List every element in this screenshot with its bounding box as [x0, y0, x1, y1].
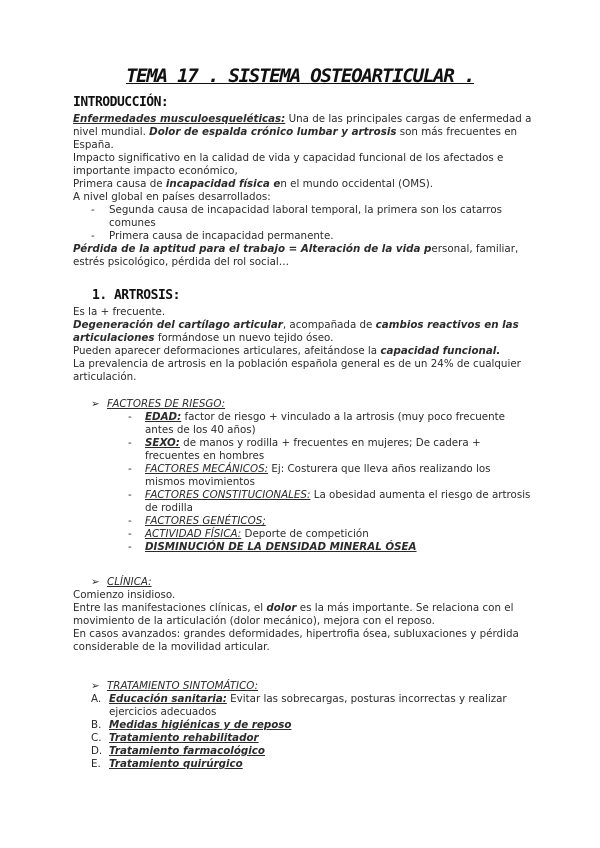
tratamiento-term-2: Medidas higiénicas y de reposo: [109, 719, 292, 731]
risk-term-1: EDAD:: [145, 411, 182, 423]
risk-text-2: de manos y rodilla + frecuentes en mujeres; De cadera + frecuentes en hombres: [145, 437, 481, 462]
intro-term-musculoesqueleticas: Enfermedades musculoesqueléticas:: [73, 113, 286, 125]
intro-p5-end: ersonal, familiar, estrés psicológico, pérdida del rol social…: [73, 243, 519, 268]
intro-p5-bold: Pérdida de la aptitud para el trabajo = Alteración de la vida p: [73, 243, 432, 255]
artrosis-paragraph-1: Es la + frecuente.: [73, 306, 166, 318]
artrosis-paragraph-2: [73, 319, 533, 345]
list-item: [73, 693, 533, 719]
arrow-bullet-icon: ➢: [91, 576, 100, 588]
risk-factors-section: [73, 398, 533, 554]
list-item: [73, 745, 533, 758]
list-item: [73, 463, 533, 489]
dash-bullet: -: [128, 463, 132, 475]
intro-section: [73, 96, 533, 109]
list-item: [73, 758, 533, 771]
tratamiento-header: [73, 680, 533, 693]
risk-text-6: Deporte de competición: [241, 528, 369, 540]
list-letter-a: A.: [91, 693, 102, 705]
risk-term-2: SEXO:: [145, 437, 180, 449]
artrosis-p3-bold: capacidad funcional.: [380, 345, 501, 357]
intro-p1-end: son más frecuentes en España.: [73, 126, 518, 151]
intro-paragraph-4: A nivel global en países desarrollados:: [73, 191, 271, 203]
dash-bullet: -: [128, 437, 132, 449]
clinica-header: [73, 576, 533, 589]
intro-p1-bold: Dolor de espalda crónico lumbar y artrosis: [149, 126, 397, 138]
intro-p3-start: Primera causa de: [73, 178, 166, 190]
tratamiento-list: [73, 693, 533, 771]
list-item: [73, 541, 533, 554]
intro-paragraph-5: [73, 243, 533, 269]
clinica-section: [73, 576, 533, 654]
intro-body: [73, 113, 533, 269]
risk-term-4: FACTORES CONSTITUCIONALES:: [145, 489, 311, 501]
artrosis-paragraph-3: [73, 345, 533, 358]
list-item: [73, 732, 533, 745]
dash-bullet: -: [128, 411, 132, 423]
tratamiento-label: TRATAMIENTO SINTOMÁTICO:: [107, 680, 259, 692]
tratamiento-term-1: Educación sanitaria:: [109, 693, 227, 705]
dash-bullet: -: [91, 204, 95, 216]
artrosis-p2-bold2: cambios reactivos en las articulaciones: [73, 319, 519, 344]
list-item: [73, 411, 533, 437]
intro-paragraph-3: [73, 178, 533, 191]
list-item: [73, 489, 533, 515]
tratamiento-term-4: Tratamiento farmacológico: [109, 745, 265, 757]
dash-bullet: -: [128, 489, 132, 501]
page-title: TEMA 17 . SISTEMA OSTEOARTICULAR .: [125, 65, 475, 87]
arrow-bullet-icon: ➢: [91, 680, 100, 692]
clinica-label: CLÍNICA:: [107, 576, 152, 588]
tratamiento-term-3: Tratamiento rehabilitador: [109, 732, 259, 744]
list-item: [73, 437, 533, 463]
artrosis-p2-mid: , acompañada de: [282, 319, 376, 331]
arrow-bullet-icon: ➢: [91, 398, 100, 410]
list-item: [73, 230, 533, 243]
risk-factors-label: FACTORES DE RIESGO:: [107, 398, 226, 410]
dash-bullet: -: [128, 528, 132, 540]
risk-term-5: FACTORES GENÉTICOS;: [145, 515, 266, 527]
tratamiento-section: [73, 680, 533, 771]
risk-term-7: DISMINUCIÓN DE LA DENSIDAD MINERAL ÓSEA: [145, 541, 417, 553]
intro-list-text-2: Primera causa de incapacidad permanente.: [109, 230, 334, 242]
dash-bullet: -: [128, 515, 132, 527]
tratamiento-text-1: Evitar las sobrecargas, posturas incorrectas y realizar ejercicios adecuados: [109, 693, 507, 718]
clinica-p2-start: Entre las manifestaciones clínicas, el: [73, 602, 267, 614]
clinica-p2-bold: dolor: [266, 602, 297, 614]
artrosis-heading-block: [92, 289, 552, 302]
artrosis-p2-end: formándose un nuevo tejido óseo.: [154, 332, 334, 344]
dash-bullet: -: [128, 541, 132, 553]
clinica-paragraph-2: [73, 602, 533, 628]
intro-paragraph-2: Impacto significativo en la calidad de vida y capacidad funcional de los afectados e importante impacto económico,: [73, 152, 504, 177]
risk-term-3: FACTORES MECÁNICOS:: [145, 463, 269, 475]
risk-factors-list: [73, 411, 533, 554]
intro-heading: INTRODUCCIÓN:: [73, 95, 169, 110]
list-letter-e: E.: [91, 758, 101, 770]
dash-bullet: -: [91, 230, 95, 242]
list-item: [73, 528, 533, 541]
risk-term-6: ACTIVIDAD FÍSICA:: [145, 528, 242, 540]
clinica-p2-end: es la más importante. Se relaciona con el movimiento de la articulación (dolor mecánico), mejora con el reposo.: [73, 602, 514, 627]
list-letter-c: C.: [91, 732, 102, 744]
list-letter-d: D.: [91, 745, 103, 757]
intro-p3-end: n el mundo occidental (OMS).: [280, 178, 433, 190]
artrosis-paragraph-4: La prevalencia de artrosis en la población española general es de un 24% de cualquier articulación.: [73, 358, 521, 383]
intro-paragraph-1: [73, 113, 533, 152]
clinica-paragraph-1: Comienzo insidioso.: [73, 589, 176, 601]
risk-text-1: factor de riesgo + vinculado a la artrosis (muy poco frecuente antes de los 40 años): [145, 411, 506, 436]
list-letter-b: B.: [91, 719, 102, 731]
list-item: [73, 515, 533, 528]
artrosis-heading: 1. ARTROSIS:: [92, 288, 180, 303]
artrosis-p3-start: Pueden aparecer deformaciones articulares, afeitándose la: [73, 345, 381, 357]
list-item: [73, 719, 533, 732]
artrosis-body: [73, 306, 533, 384]
intro-p1-text: Una de las principales cargas de enfermedad a nivel mundial.: [73, 113, 532, 138]
artrosis-p2-bold1: Degeneración del cartílago articular: [73, 319, 283, 331]
tratamiento-term-5: Tratamiento quirúrgico: [109, 758, 243, 770]
clinica-paragraph-3: En casos avanzados: grandes deformidades, hipertrofia ósea, subluxaciones y pérdida considerable de la movilidad articular.: [73, 628, 519, 653]
intro-list: [73, 204, 533, 243]
risk-factors-header: [73, 398, 533, 411]
risk-text-3: Ej: Costurera que lleva años realizando los mismos movimientos: [145, 463, 491, 488]
list-item: [73, 204, 533, 230]
intro-p3-bold: incapacidad física e: [165, 178, 281, 190]
intro-list-text-1: Segunda causa de incapacidad laboral temporal, la primera son los catarros comunes: [109, 204, 502, 229]
risk-text-4: La obesidad aumenta el riesgo de artrosis de rodilla: [145, 489, 531, 514]
